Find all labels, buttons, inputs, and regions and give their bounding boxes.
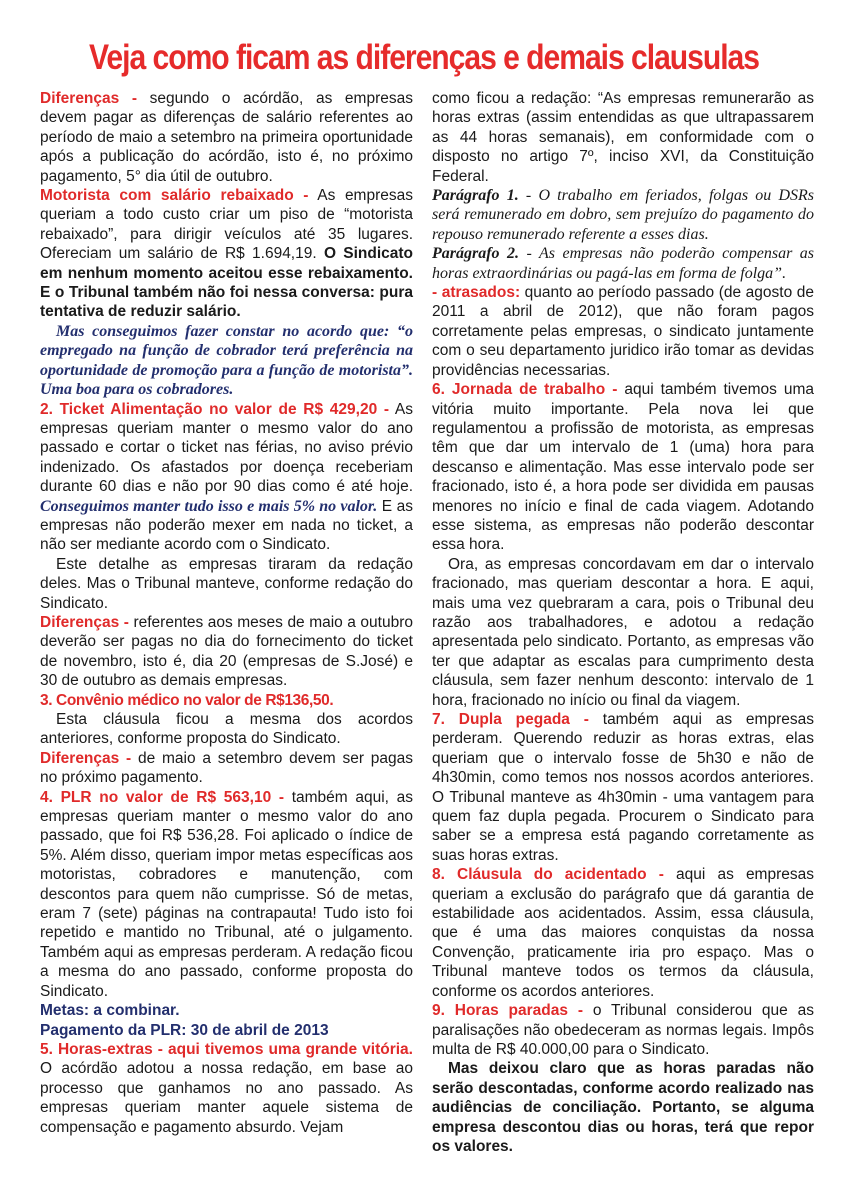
left-column — [40, 89, 413, 1137]
section-heading: 3. Convênio médico no valor de R$136,50. — [40, 691, 334, 709]
paragraph-text: segundo o acórdão, as empresas devem pagar as diferenças de salário referentes ao período de maio a setembro na primeira oportunidade após a publicação do acórdão, isto é, no próximo pagamento, 5° dia útil de outubro. — [40, 90, 413, 185]
paragraph-convenio-heading — [40, 691, 413, 710]
paragraph-text: As empresas queriam manter o mesmo valor do ano passado e cortar o ticket nas férias, no aviso prévio indenizado. Os afastados por doença receberiam durante 60 dias e não por 90 dias como é até hoje. — [40, 400, 413, 496]
paragraph-text: referentes aos meses de maio a outubro deverão ser pagas no dia do fornecimento do ticket de novembro, isto é, dia 20 (empresas de S.José) e 30 de outubro as demais empresas. — [40, 613, 414, 690]
paragraph-intervalo: Ora, as empresas concordavam em dar o intervalo fracionado, mas queriam descontar a hora. E aqui, mais uma vez quebraram a cara, pois o Tribunal deu razão aos trabalhadores, e adotou a redação apresentada pelo sindicato. Portanto, as empresas vão ter que adaptar as escalas para cumprimento desta cláusula, sem fazer nenhum desconto: intervalo de 1 hora, fracionado no início ou final da viagem. — [432, 555, 814, 709]
paragraph-text: E as empresas não poderão mexer em nada no ticket, a não ser mediante acordo com o Sindicato. — [40, 497, 413, 554]
paragraph-horas-extras — [40, 1040, 413, 1137]
section-heading: 7. Dupla pegada - — [432, 711, 589, 728]
paragraph-text: aqui também tivemos uma vitória muito importante. Pela nova lei que regulamentou a profissão de motorista, as empresas têm que dar um intervalo de 1 (uma) hora para descanso e alimentação. Mas esse intervalo pode ser fracionado, isto é, a hora pode ser dividida em pausas menores no início e final de cada viagem. Adotando esse sistema, as empresas não poderão descontar essa hora. — [432, 381, 814, 554]
section-heading: - atrasados: — [432, 284, 521, 302]
paragraph-label: Parágrafo 2. — [432, 245, 520, 263]
paragraph-text: de maio a setembro devem ser pagas no próximo pagamento. — [40, 749, 413, 787]
paragraph-text: aqui as empresas queriam a exclusão do parágrafo que dá garantia de estabilidade aos acidentados. Assim, essa cláusula, que é uma das maiores conquistas da nossa Convenção, praticamente iria pro espaço. Mas o Tribunal manteve todos os termos da cláusula, conforme os acordos anteriores. — [432, 866, 814, 1000]
italic-quote: Mas conseguimos fazer constar no acordo que: “o empregado na função de cobrador terá preferência na oportunidade de promoção para a função de motorista”. Uma boa para os cobradores. — [40, 322, 413, 399]
emphasis-text: O Sindicato em nenhum momento aceitou esse rebaixamento. E o Tribunal também não foi nessa conversa: pura tentativa de reduzir salário. — [40, 245, 414, 321]
paragraph-text: o Tribunal considerou que as paralisações não obedeceram as normas legais. Impôs multa de R$ 40.000,00 para o Sindicato. — [432, 1002, 814, 1058]
paragraph-text: quanto ao período passado (de agosto de 2011 a abril de 2012), que não foram pagos corretamente pelas empresas, o sindicato juntamente com o seu departamento juridico irão tomar as devidas providências necessarias. — [432, 284, 814, 379]
right-column — [432, 89, 814, 1156]
highlight-text: Metas: a combinar. — [40, 1002, 180, 1020]
paragraph-conclusao: Mas deixou claro que as horas paradas não serão descontadas, conforme acordo realizado nas audiências de conciliação. Portanto, se alguma empresa descontou dias ou horas, terá que repor os valores. — [432, 1060, 814, 1155]
paragraph-text: também aqui as empresas perderam. Querendo reduzir as horas extras, elas queriam que o intervalo fosse de 5h30 e não de 4h30min, como temos nos nossos acordos anteriores. O Tribunal manteve as 4h30min - uma vantagem para quem faz dupla pegada. Procurem o Sindicato para saber se a empresa está pagando corretamente as suas horas extras. — [432, 711, 814, 864]
page-title: Veja como ficam as diferenças e demais clausulas — [89, 38, 759, 77]
section-heading: Diferenças - — [40, 90, 138, 107]
section-heading: Diferenças - — [40, 749, 132, 767]
paragraph-motorista-rebaixado — [40, 186, 413, 322]
section-heading: 6. Jornada de trabalho - — [432, 381, 618, 399]
paragraph-diferencas-convenio — [40, 749, 413, 788]
paragraph-label: Parágrafo 1. — [432, 187, 519, 205]
paragraph-paragrafo-2 — [432, 244, 814, 283]
paragraph-redacao: como ficou a redação: “As empresas remunerarão as horas extras (assim entendidas as que ultrapassarem as 44 horas semanais), em conformidade com o disposto no artigo 7º, inciso XVI, da Constituição Federal. — [432, 90, 814, 185]
paragraph-text: As empresas queriam a todo custo criar um piso de “motorista rebaixado”, para dirigir veículos até 35 lugares. Ofereciam um salário de R$ 1.694,19. — [40, 187, 413, 263]
paragraph-detalhe: Este detalhe as empresas tiraram da redação deles. Mas o Tribunal manteve, conforme redação do Sindicato. — [40, 555, 413, 612]
paragraph-metas — [40, 1001, 413, 1020]
paragraph-diferencas-ticket — [40, 613, 413, 691]
section-heading: Diferenças - — [40, 613, 129, 631]
paragraph-paragrafo-1 — [432, 186, 814, 244]
paragraph-atrasados — [432, 283, 814, 380]
paragraph-acidentado — [432, 865, 814, 1001]
section-heading: 5. Horas-extras - aqui tivemos uma grande vitória. — [40, 1040, 413, 1058]
paragraph-ticket — [40, 400, 413, 555]
paragraph-dupla-pegada — [432, 710, 814, 865]
paragraph-horas-paradas — [432, 1001, 814, 1059]
paragraph-convenio: Esta cláusula ficou a mesma dos acordos anteriores, conforme proposta do Sindicato. — [40, 711, 413, 748]
paragraph-jornada — [432, 380, 814, 555]
section-heading: 8. Cláusula do acidentado - — [432, 866, 664, 884]
section-heading: 2. Ticket Alimentação no valor de R$ 429,20 - — [40, 400, 390, 418]
section-heading: 4. PLR no valor de R$ 563,10 - — [40, 788, 285, 806]
paragraph-text: também aqui, as empresas queriam manter o mesmo valor do ano passado, que foi R$ 536,28. Foi aplicado o índice de 5%. Além disso, queriam impor metas específicas aos motoristas, cobradores e manutenção, com descontos para quem não cumprisse. Só de metas, eram 7 (sete) páginas na contrapauta! Tudo isto foi repetido e mantido no Tribunal, até o julgamento. Também aqui as empresas perderam. A redação ficou a mesma do ano passado, conforme proposta do Sindicato. — [40, 788, 413, 1000]
paragraph-diferencas-salario — [40, 89, 413, 186]
section-heading: 9. Horas paradas - — [432, 1002, 583, 1020]
italic-emphasis: Conseguimos manter tudo isso e mais 5% no valor. — [40, 497, 378, 515]
paragraph-cobradores — [40, 322, 413, 400]
paragraph-pagamento-plr — [40, 1021, 413, 1040]
section-heading: Motorista com salário rebaixado - — [40, 187, 309, 205]
paragraph-text: O acórdão adotou a nossa redação, em base ao processo que ganhamos no ano passado. As empresas queriam manter aquele sistema de compensação e pagamento absurdo. Vejam — [40, 1060, 413, 1136]
paragraph-plr — [40, 788, 413, 1001]
italic-text: - O trabalho em feriados, folgas ou DSRs será remunerado em dobro, sem prejuízo do pagamento do repouso remunerado referente a esses dias. — [432, 187, 814, 243]
highlight-text: Pagamento da PLR: 30 de abril de 2013 — [40, 1021, 329, 1039]
italic-text: - As empresas não poderão compensar as horas extraordinárias ou pagá-las em forma de folga”. — [432, 245, 814, 282]
